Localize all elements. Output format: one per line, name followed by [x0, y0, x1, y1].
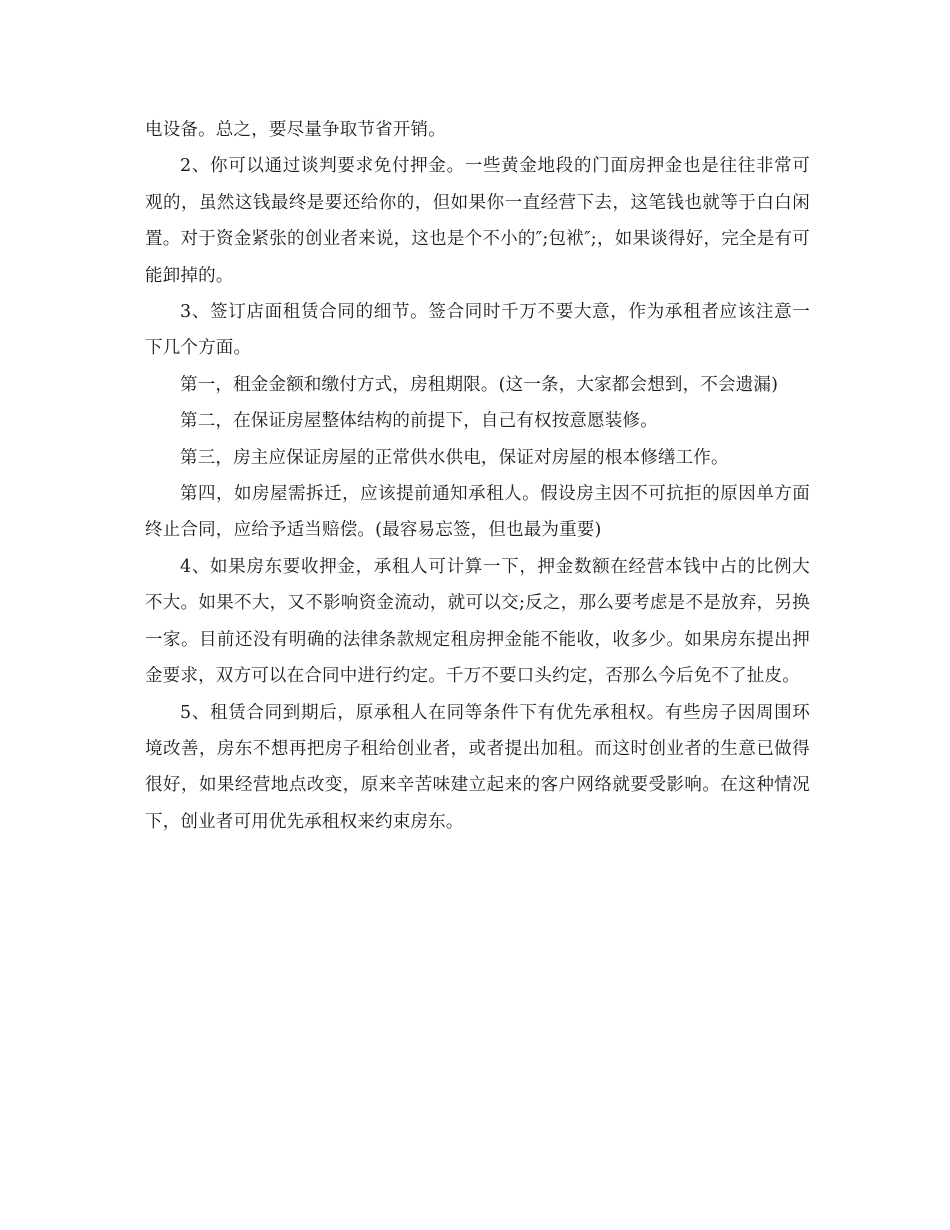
document-body — [145, 112, 810, 840]
paragraph-item-5: 5、租赁合同到期后，原承租人在同等条件下有优先承租权。有些房子因周围环境改善，房东不想再把房子租给创业者，或者提出加租。而这时创业者的生意已做得很好，如果经营地点改变，原来辛苦味建立起来的客户网络就要受影响。在这种情况下，创业者可用优先承租权来约束房东。 — [145, 702, 810, 832]
paragraph-item-3: 3、签订店面租赁合同的细节。签合同时千万不要大意，作为承租者应该注意一下几个方面。 — [145, 302, 810, 359]
paragraph-item-2: 2、你可以通过谈判要求免付押金。一些黄金地段的门面房押金也是往往非常可观的，虽然这钱最终是要还给你的，但如果你一直经营下去，这笔钱也就等于白白闲置。对于资金紧张的创业者来说，这也是个不小的″;包袱″;，如果谈得好，完全是有可能卸掉的。 — [145, 156, 810, 286]
paragraph-item-4: 4、如果房东要收押金，承租人可计算一下，押金数额在经营本钱中占的比例大不大。如果不大，又不影响资金流动，就可以交;反之，那么要考虑是不是放弃，另换一家。目前还没有明确的法律条款规定租房押金能不能收，收多少。如果房东提出押金要求，双方可以在合同中进行约定。千万不要口头约定，否那么今后免不了扯皮。 — [145, 556, 810, 687]
paragraph-clause-2: 第二，在保证房屋整体结构的前提下，自己有权按意愿装修。 — [180, 411, 658, 432]
paragraph-clause-3: 第三，房主应保证房屋的正常供水供电，保证对房屋的根本修缮工作。 — [180, 447, 729, 468]
paragraph-clause-4: 第四，如房屋需拆迁，应该提前通知承租人。假设房主因不可抗拒的原因单方面终止合同，应给予适当赔偿。(最容易忘签，但也最为重要) — [145, 484, 810, 541]
paragraph-clause-1: 第一，租金金额和缴付方式，房租期限。(这一条，大家都会想到，不会遗漏) — [180, 374, 779, 395]
paragraph-continuation: 电设备。总之，要尽量争取节省开销。 — [145, 120, 446, 140]
